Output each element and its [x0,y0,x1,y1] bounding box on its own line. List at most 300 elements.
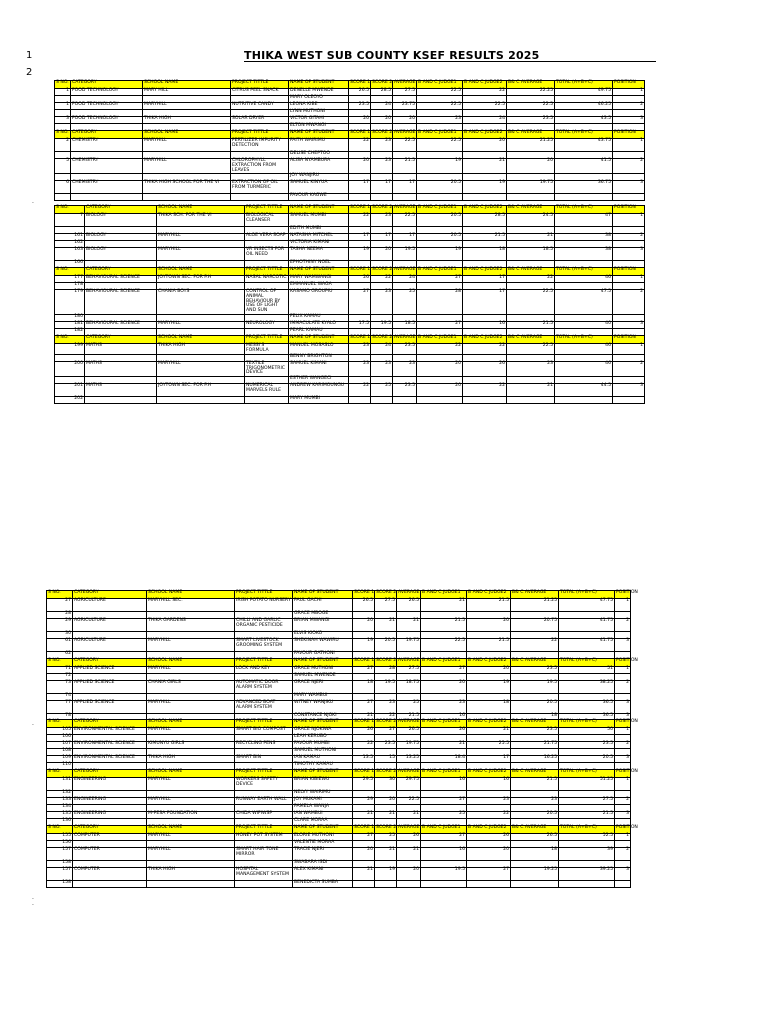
header-cell-bc-judge-2: B AND C JUDGE2 [467,659,511,667]
cell-bc-average: 21 [507,384,555,397]
cell-total: 38 [555,248,613,261]
table-row [55,227,645,234]
cell-category: COMPUTER [73,848,147,861]
cell-category: ENGINEERING [73,798,147,805]
cell-s-no: 134 [47,805,73,812]
cell-score-2: 21 [375,812,397,819]
cell-s-no: 202 [55,397,85,404]
header-cell-total: TOTAL (A+B+C) [555,206,613,214]
cell-student-name: NELVY WAIRIMU [293,791,353,798]
cell-student-name: FAVOUR GATHONI [293,652,353,659]
header-cell-position: POSITION [615,826,631,834]
cell-student-name: BENEDICTA SUMBA [293,881,353,888]
table-row [55,234,645,241]
header-cell-project-title: PROJECT TITTLE [245,268,289,276]
cell-score-2: 17 [371,234,393,241]
cell-school-name: THIKA GARDENS [147,619,235,632]
cell-s-no: 72 [47,674,73,681]
cell-project-title: CHIDA WIFIWSP [235,812,293,819]
cell-total: 52.5 [559,834,615,841]
cell-s-no: 30 [47,632,73,639]
cell-score-2: 27 [375,728,397,735]
cell-school-name: KIMUNYU GIRLS [147,742,235,749]
cell-student-name: TASHA NEEMA [289,248,349,261]
cell-total: 40 [555,322,613,329]
cell-position: 1 [613,139,645,152]
cell-bc-judge-2: 21.5 [467,639,511,652]
header-cell-bc-judge-2: B AND C JUDGE2 [467,770,511,778]
table-row [55,103,645,110]
cell-score-2: 24 [371,103,393,110]
header-cell-project-title: PROJECT TITTLE [235,770,293,778]
table-row [47,681,631,694]
cell-bc-average: 21.25 [507,139,555,152]
cell-total: 41.5 [555,159,613,174]
cell-category: ENVIRONMENTAL SCIENCE [73,742,147,749]
cell-total [555,194,613,201]
cell-student-name: ALISA NYAMBURA [289,159,349,174]
cell-s-no: 180 [55,315,85,322]
cell-total [555,227,613,234]
cell-score-1: 20 [349,159,371,174]
header-cell-bc-judge-1: B AND C JUDGE1 [417,268,463,276]
cell-average: 21.5 [393,159,417,174]
cell-total: 41.75 [559,619,615,632]
header-cell-student-name: NAME OF STUDENT [293,826,353,834]
cell-bc-average [507,194,555,201]
table-row [47,791,631,798]
cell-s-no: 201 [55,384,85,397]
cell-category [85,397,157,404]
table-row [47,881,631,888]
cell-project-title: AUTOMATIC DOOR ALARM SYSTEM [235,681,293,694]
header-cell-score-2: SCORE 2 [371,268,393,276]
margin-mark: - [32,200,34,206]
table-header-row [47,770,631,778]
cell-school-name: MARYHILL [147,848,235,861]
cell-bc-judge-1: 22.5 [417,89,463,96]
cell-score-1: 18 [353,681,375,694]
cell-bc-judge-2: 21 [463,159,507,174]
cell-student-name: BENNY BRIGHTON [289,354,349,361]
header-cell-position: POSITION [613,131,645,139]
cell-average: 21 [397,619,421,632]
table-row [47,868,631,881]
cell-s-no: 199 [55,344,85,355]
cell-position: 2 [613,234,645,241]
cell-position: 1 [613,344,645,355]
cell-position: 2 [615,798,631,805]
cell-student-name: TRACIE NJERI [293,848,353,861]
cell-score-1: 17.5 [349,322,371,329]
cell-school-name: MARYHILL [157,248,245,261]
table-row [55,159,645,174]
cell-bc-average: 21.5 [511,778,559,791]
cell-bc-judge-1: 20.5 [417,214,463,227]
cell-project-title: VR INSECTS FOR OIL NEED [245,248,289,261]
cell-position [613,397,645,404]
cell-total: 51 [559,667,615,674]
cell-bc-judge-2: 21.5 [463,234,507,241]
cell-score-1 [349,194,371,201]
cell-score-2: 27.5 [375,599,397,612]
header-cell-score-2: SCORE 2 [375,770,397,778]
cell-position [613,194,645,201]
cell-s-no: 1 [55,89,71,96]
header-cell-total: TOTAL (A+B+C) [555,131,613,139]
cell-category: CHEMISTRY [71,181,143,194]
cell-s-no: 6 [55,181,71,194]
cell-average [393,397,417,404]
cell-average: 24 [393,276,417,283]
cell-s-no: 29 [47,619,73,632]
cell-student-name: ANDREW KARIMOUNGU [289,384,349,397]
cell-total [555,315,613,322]
cell-average: 17 [393,181,417,194]
cell-s-no: 7 [55,214,85,227]
cell-student-name: SHEKINAH WAWIRU [293,639,353,652]
cell-category: FOOD TECHNOLOGY [71,89,143,96]
cell-project-title [231,194,289,201]
cell-school-name: CHANIA GIRLS [147,681,235,694]
cell-score-2: 23.5 [375,742,397,749]
cell-bc-judge-2: 20 [463,139,507,152]
cell-position: 2 [615,742,631,749]
results-table-environment-engineering-computer [46,719,638,888]
table-row [47,778,631,791]
cell-student-name: CLARE MORAA [293,819,353,826]
cell-total: 47 [555,214,613,227]
cell-score-1: 29.5 [353,778,375,791]
cell-student-name: VALENTIE MORAA [293,841,353,848]
cell-category: ENGINEERING [73,812,147,819]
cell-score-2: 23 [371,214,393,227]
cell-student-name: LYNN MUTHONI [289,110,349,117]
cell-project-title: HOSPITAL MANAGEMENT SYSTEM [235,868,293,881]
cell-bc-average: 16.25 [511,756,559,763]
cell-student-name: PAMELA WANJA [293,805,353,812]
cell-bc-judge-1: 27 [421,834,467,841]
cell-s-no: 181 [55,322,85,329]
cell-student-name: LEAH KERUBO [293,735,353,742]
cell-total: 43.75 [555,139,613,152]
cell-school-name: THIKA HIGH SCHOOL FOR THE VI [143,181,231,194]
cell-position: 3 [613,248,645,261]
cell-project-title: SMART BIN [235,756,293,763]
cell-score-1: 20 [353,848,375,861]
cell-school-name: MARYHILL [147,834,235,841]
cell-score-2 [375,881,397,888]
cell-project-title: NEUROLOGY [245,322,289,329]
cell-project-title [235,881,293,888]
cell-school-name [157,397,245,404]
cell-bc-average: 23.5 [507,117,555,124]
cell-position: 3 [615,639,631,652]
header-cell-total: TOTAL (A+B+C) [555,268,613,276]
table-row [55,344,645,355]
results-table-agriculture-applied [46,590,638,721]
table-row [47,834,631,841]
cell-category: CHEMISTRY [71,139,143,152]
header-cell-school-name: SCHOOL NAME [157,336,245,344]
cell-student-name: VICTORIA KIMANI [289,241,349,248]
header-cell-category: CATEGORY [85,268,157,276]
table-row [55,361,645,376]
cell-position: 2 [615,848,631,861]
cell-school-name: JOYTOWN SEC. FOR P.H [157,276,245,283]
cell-average: 25 [397,701,421,714]
cell-bc-judge-1: 22.5 [421,639,467,652]
cell-project-title: HONEY POT SYSTEM [235,834,293,841]
cell-bc-average [507,397,555,404]
cell-s-no: 108 [47,749,73,756]
cell-project-title: LOCK AND KEY [235,667,293,674]
cell-score-1: 26 [353,728,375,735]
cell-score-1: 23 [349,361,371,376]
margin-mark: - [32,896,34,902]
cell-school-name: MARYHILL [147,639,235,652]
table-row [55,354,645,361]
table-header-row [55,336,645,344]
cell-score-1: 27 [353,667,375,674]
cell-bc-judge-1: 27 [417,322,463,329]
cell-project-title [245,397,289,404]
cell-score-2: 24 [371,344,393,355]
cell-student-name: GRACE MUTHONI [293,667,353,674]
header-cell-average: AVERAGE [397,591,421,599]
sheet-row-number-2: 2 [26,67,33,78]
header-cell-score-2: SCORE 2 [375,659,397,667]
header-cell-project-title: PROJECT TITTLE [235,826,293,834]
cell-s-no: 61 [47,639,73,652]
cell-bc-average: 22.5 [507,290,555,315]
header-cell-position: POSITION [613,81,645,89]
page-title: THIKA WEST SUB COUNTY KSEF RESULTS 2025 [244,49,540,62]
cell-bc-judge-2: 16 [463,322,507,329]
cell-student-name: EPHOTHINY NOEL [289,261,349,268]
cell-score-1: 21 [353,714,375,721]
header-cell-position: POSITION [615,591,631,599]
header-cell-score-1: SCORE 1 [353,659,375,667]
cell-bc-average: 23 [511,798,559,805]
header-cell-student-name: NAME OF STUDENT [293,770,353,778]
header-cell-position: POSITION [615,770,631,778]
cell-total: 46 [555,276,613,283]
cell-student-name: FAVOUR MUMBI [293,742,353,749]
cell-s-no: 106 [47,735,73,742]
cell-project-title: MESSI'S FORMULA [245,344,289,355]
header-cell-score-1: SCORE 1 [349,336,371,344]
cell-score-1: 27 [353,701,375,714]
cell-bc-average: 22.25 [507,89,555,96]
cell-student-name: SWABARA ISDI [293,861,353,868]
header-cell-average: AVERAGE [397,659,421,667]
results-table-biology-behavioural-maths [54,205,645,404]
cell-position: 3 [615,868,631,881]
header-cell-school-name: SCHOOL NAME [147,826,235,834]
header-cell-position: POSITION [615,659,631,667]
cell-student-name: MARY MUMBI [289,397,349,404]
cell-bc-average: 21.25 [511,599,559,612]
results-table-food-chemistry [54,80,645,201]
cell-student-name: ELORIE MUTHONI [293,834,353,841]
table-row [55,315,645,322]
cell-bc-average: 22.5 [507,103,555,110]
cell-bc-judge-2: 22 [463,89,507,96]
cell-score-2: 25 [371,384,393,397]
header-cell-category: CATEGORY [71,81,143,89]
cell-student-name: ELTON MWANGI [289,124,349,131]
cell-average [393,194,417,201]
header-cell-bc-average: B& C AVERAGE [511,826,559,834]
cell-bc-judge-2: 20 [467,619,511,632]
table-header-row [55,131,645,139]
cell-school-name: MARYHILL SEC. [147,599,235,612]
cell-s-no: 110 [47,763,73,770]
cell-bc-average: 22.5 [507,344,555,355]
margin-mark: - [32,902,34,908]
cell-position: 1 [615,599,631,612]
cell-bc-average: 19.75 [507,181,555,194]
cell-category: APPLIED SCIENCE [73,681,147,694]
cell-total: 38.25 [559,681,615,694]
cell-position: 2 [613,159,645,174]
table-row [47,812,631,819]
cell-average: 26 [397,834,421,841]
cell-bc-judge-2: 18 [467,701,511,714]
cell-score-2: 23 [371,139,393,152]
cell-bc-judge-1: 27 [421,798,467,805]
header-cell-s-no: S NO. [47,659,73,667]
table-row [55,241,645,248]
header-cell-score-2: SCORE 2 [375,591,397,599]
cell-score-2: 23 [375,701,397,714]
cell-bc-judge-2: 18 [463,248,507,261]
cell-bc-average: 23 [507,361,555,376]
table-row [47,674,631,681]
header-cell-position: POSITION [613,206,645,214]
cell-bc-judge-1: 22 [417,344,463,355]
cell-category: AGRICULTURE [73,639,147,652]
cell-bc-judge-1: 20 [421,681,467,694]
cell-score-1: 22 [349,139,371,152]
header-cell-average: AVERAGE [397,720,421,728]
table-row [55,214,645,227]
header-cell-bc-judge-2: B AND C JUDGE2 [467,826,511,834]
cell-bc-average: 20.5 [511,812,559,819]
table-row [55,397,645,404]
cell-bc-judge-1: 20 [417,384,463,397]
cell-school-name: JOYTOWN SEC. FOR P.H [157,384,245,397]
cell-category [73,881,147,888]
cell-school-name: MARYHILL [143,139,231,152]
cell-total: 51.25 [559,778,615,791]
cell-bc-judge-2 [463,194,507,201]
cell-category: FOOD TECHNOLOGY [71,103,143,110]
cell-s-no: 200 [55,361,85,376]
cell-average: 13.25 [397,756,421,763]
cell-student-name: IAN KAMAU [293,756,353,763]
cell-bc-average: 21 [507,234,555,241]
cell-total: 21.5 [559,812,615,819]
header-cell-category: CATEGORY [73,659,147,667]
cell-student-name: FELIX KAMAU [289,315,349,322]
cell-position: 2 [613,103,645,110]
cell-s-no: 179 [55,290,85,315]
cell-project-title: WORKERS SAFETY DEVICE [235,778,293,791]
cell-average: 19.75 [397,742,421,749]
cell-bc-judge-1: 27 [421,667,467,674]
header-cell-s-no: S NO. [55,336,85,344]
cell-position: 2 [615,619,631,632]
header-cell-project-title: PROJECT TITTLE [235,591,293,599]
table-row [47,848,631,861]
cell-position: 2 [613,361,645,376]
cell-school-name: MARYHILL [143,159,231,174]
cell-average: 23.5 [393,384,417,397]
cell-category: COMPUTER [73,834,147,841]
header-cell-total: TOTAL (A+B+C) [555,336,613,344]
cell-average: 22.5 [397,798,421,805]
cell-student-name: NATASHA MITCHEL [289,234,349,241]
cell-total: 36.5 [559,714,615,721]
cell-school-name: CHANIA BOYS [157,290,245,315]
cell-s-no: 109 [47,756,73,763]
cell-score-1: 19 [353,639,375,652]
cell-school-name [147,881,235,888]
cell-bc-judge-2: 22.5 [463,103,507,110]
cell-total [559,881,615,888]
table-row [47,861,631,868]
header-cell-average: AVERAGE [393,206,417,214]
cell-total: 47.75 [559,599,615,612]
cell-bc-average: 23.5 [511,667,559,674]
cell-position: 1 [613,214,645,227]
header-cell-project-title: PROJECT TITTLE [235,720,293,728]
cell-project-title: CONTROL OF ANIMAL BEHAVIOUR BY USE OF LIGHT AND SUN [245,290,289,315]
header-cell-bc-judge-1: B AND C JUDGE1 [417,336,463,344]
cell-s-no: 166 [55,261,85,268]
cell-score-2: 23 [371,290,393,315]
cell-s-no: 136 [47,819,73,826]
cell-project-title: CITRUS PEEL SNACK [231,89,289,96]
table-row [47,599,631,612]
header-cell-student-name: NAME OF STUDENT [289,268,349,276]
cell-category: ENVIRONMENTAL SCIENCE [73,756,147,763]
cell-project-title: NUMERICAL MARVELS RULE [245,384,289,397]
cell-total: 36.5 [559,701,615,714]
cell-score-2: 19 [375,868,397,881]
cell-average: 29.75 [397,778,421,791]
cell-project-title: CHILLI AND GARLIC ORGANIC PESTICIDE [235,619,293,632]
header-cell-school-name: SCHOOL NAME [143,131,231,139]
cell-school-name: THIKA HIGH [147,756,235,763]
cell-bc-average: 22 [511,639,559,652]
cell-student-name: SAMUEL MUMBI [289,214,349,227]
header-cell-s-no: S NO. [55,268,85,276]
cell-s-no: 182 [55,329,85,336]
cell-s-no: 177 [55,276,85,283]
header-cell-student-name: NAME OF STUDENT [293,659,353,667]
table-row [55,110,645,117]
cell-school-name: MARYHILL [143,103,231,110]
cell-total: 23.5 [559,742,615,749]
cell-total: 43.5 [555,117,613,124]
cell-bc-judge-2: 20 [467,848,511,861]
cell-score-2: 20 [375,798,397,805]
header-cell-total: TOTAL (A+B+C) [559,826,615,834]
cell-school-name: THIKA SCH. FOR THE VI [157,214,245,227]
